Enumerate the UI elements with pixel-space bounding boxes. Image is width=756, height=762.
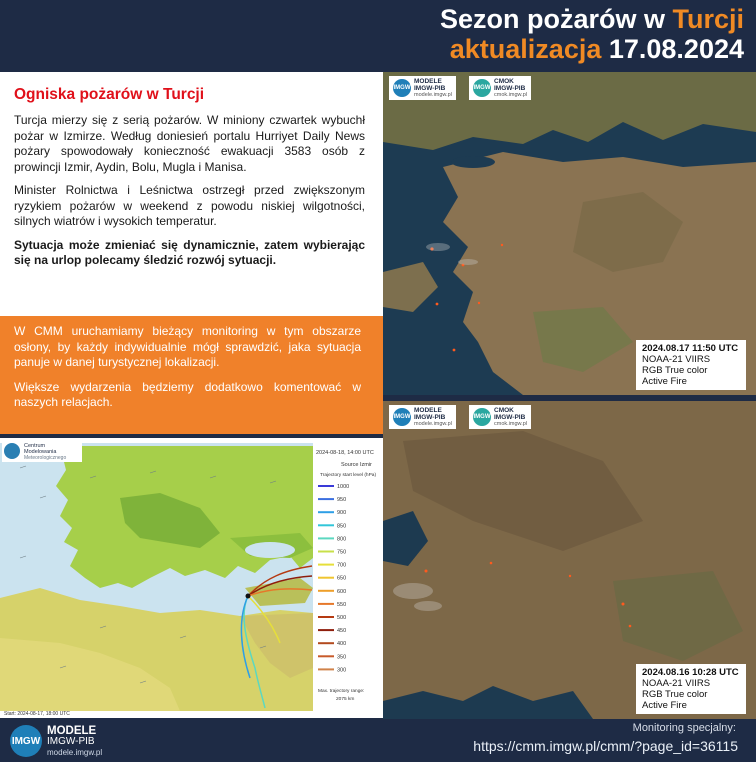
article-panel	[0, 72, 383, 316]
map-legend-title: Trajectory start level (hPa)	[320, 473, 377, 478]
notice-paragraph-2: Większe wydarzenia będziemy dodatkowo komentować w naszych relacjach.	[14, 379, 361, 409]
sat1-logo1-sub: IMGW-PIB	[414, 84, 446, 92]
sat1-caption-datetime: 2024.08.17 11:50 UTC	[642, 343, 739, 354]
title-update-word: aktualizacja	[449, 34, 602, 64]
sat2-logo2-name: CMOK	[494, 406, 514, 414]
legend-level-label: 550	[337, 601, 347, 608]
sat2-cmok-logo	[469, 405, 531, 429]
legend-level-label: 600	[337, 588, 347, 595]
map-start-label: Start: 2024-08-17, 18:00 UTC	[4, 711, 70, 717]
title-country: Turcji	[672, 4, 744, 34]
legend-level-label: 300	[337, 667, 347, 674]
legend-level-label: 450	[337, 628, 347, 635]
sat1-cmok-logo-icon: IMGW	[473, 79, 491, 97]
footer	[0, 719, 756, 762]
map-logo-line1: Centrum	[24, 443, 46, 449]
sat2-caption	[636, 664, 746, 714]
footer-brand	[47, 726, 102, 758]
map-black-sea	[245, 542, 295, 558]
sat2-caption-datetime: 2024.08.16 10:28 UTC	[642, 667, 739, 678]
sat1-logo2-url: cmok.imgw.pl	[494, 91, 528, 98]
imgw-logo-icon: IMGW	[10, 725, 42, 757]
legend-level-label: 650	[337, 575, 347, 582]
footer-brand-sub: IMGW-PIB	[47, 736, 95, 747]
sat2-modele-logo-icon: IMGW	[393, 408, 411, 426]
page-title-line1	[440, 4, 744, 35]
sat2-logo2-sub: IMGW-PIB	[494, 413, 526, 421]
monitoring-label: Monitoring specjalny:	[632, 722, 736, 734]
sat2-modele-logo	[389, 405, 456, 429]
sat1-logo2-name: CMOK	[494, 77, 514, 85]
map-logo-line2: Modelowania	[24, 449, 57, 455]
sat1-cmok-logo	[469, 76, 531, 100]
satellite-image-2	[383, 401, 756, 719]
sat2-cmok-logo-icon: IMGW	[473, 408, 491, 426]
sat1-caption-product: RGB True color	[642, 365, 708, 376]
sat2-caption-product: RGB True color	[642, 689, 708, 700]
sat1-logo1-url: modele.imgw.pl	[414, 91, 452, 98]
legend-level-label: 950	[337, 497, 347, 504]
monitoring-notice	[0, 316, 383, 434]
trajectory-map	[0, 438, 383, 718]
article-heading: Ogniska pożarów w Turcji	[14, 86, 205, 103]
footer-brand-url[interactable]: modele.imgw.pl	[47, 748, 103, 757]
legend-level-label: 750	[337, 549, 347, 556]
map-source-point	[246, 594, 251, 599]
map-range-label-line2: 2075 km	[336, 697, 355, 702]
legend-level-label: 850	[337, 523, 347, 530]
map-date-label: 2024-08-18, 14:00 UTC	[316, 450, 374, 456]
article-paragraph-1: Turcja mierzy się z serią pożarów. W miniony czwartek wybuchł pożar w Izmirze. Według doniesień portalu Hurriyet Daily News pożary spowodowały konieczność ewakuacji 3583 osób z prowincji Izmir, Aydin, Bolu, Mugla i Manisa.	[14, 113, 365, 174]
sat2-caption-sensor: NOAA-21 VIIRS	[642, 678, 711, 689]
legend-level-label: 500	[337, 615, 347, 621]
legend-level-label: 350	[337, 654, 347, 661]
sat1-marmara	[451, 156, 495, 168]
legend-level-label: 400	[337, 641, 347, 648]
map-source-label: Source Izmir	[341, 462, 372, 468]
sat2-logo1-url: modele.imgw.pl	[414, 420, 452, 427]
legend-level-label: 1000	[337, 484, 350, 490]
legend-level-label: 700	[337, 562, 347, 569]
cmm-logo-icon	[4, 443, 20, 459]
page-title-line2	[450, 34, 744, 65]
notice-paragraph-1: W CMM uruchamiamy bieżący monitoring w tym obszarze osłony, by każdy indywidualnie mógł sprawdzić, jaka sytuacja panuje w danej turystycznej lokalizacji.	[14, 324, 361, 369]
header	[0, 0, 756, 72]
sat2-caption-layer: Active Fire	[642, 700, 687, 711]
legend-level-label: 800	[337, 536, 347, 543]
sat1-modele-logo	[389, 76, 456, 100]
monitoring-link[interactable]: https://cmm.imgw.pl/cmm/?page_id=36115	[473, 738, 738, 754]
article-paragraph-2: Minister Rolnictwa i Leśnictwa ostrzegł przed zwiększonym ryzykiem pożarów w weekend z powodu niskiej wilgotności, silnych wiatrów i wysokich temperatur.	[14, 183, 365, 228]
sat1-caption-sensor: NOAA-21 VIIRS	[642, 354, 711, 365]
footer-brand-name: MODELE	[47, 725, 97, 737]
article-paragraph-3: Sytuacja może zmieniać się dynamicznie, zatem wybierając się na urlop polecamy śledzić rozwój sytuacji.	[14, 237, 365, 267]
title-date: 17.08.2024	[601, 34, 744, 64]
sat1-logo1-name: MODELE	[414, 77, 442, 85]
satellite-image-1	[383, 72, 756, 395]
sat2-logo1-sub: IMGW-PIB	[414, 413, 446, 421]
trajectory-map-graphic	[0, 438, 383, 718]
sat1-caption	[636, 340, 746, 390]
map-logo-line3: Meteorologicznego	[24, 455, 67, 461]
sat1-modele-logo-icon: IMGW	[393, 79, 411, 97]
title-prefix: Sezon pożarów w	[439, 4, 673, 34]
legend-level-label: 900	[337, 510, 347, 517]
sat1-logo2-sub: IMGW-PIB	[494, 84, 526, 92]
sat2-logo2-url: cmok.imgw.pl	[494, 420, 528, 427]
sat1-caption-layer: Active Fire	[642, 376, 687, 387]
sat2-logo1-name: MODELE	[414, 406, 442, 414]
map-range-label-line1: Max. trajectory range:	[318, 689, 365, 694]
